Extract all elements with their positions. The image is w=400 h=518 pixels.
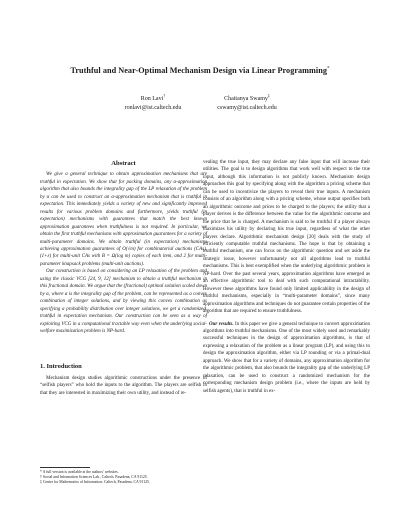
author-2-name: Chaitanya Swamy	[224, 96, 268, 102]
introduction-heading: 1. Introduction	[40, 363, 82, 371]
our-results-paragraph	[203, 321, 370, 396]
author-2-email: cswamy@ist.caltech.edu	[217, 104, 277, 111]
footnote-rule	[40, 467, 90, 468]
footnote-2: † Social and Information Sciences Lab., Caltech, Pasadena, CA 91125.	[40, 475, 148, 480]
left-column	[40, 160, 207, 397]
our-results-text: In this paper we give a general technique to convert approximation algorithms into truthful mechanisms. One of the most widely used and remarkably successful techniques in the design of approximation algorithms, is that of expressing a relaxation of the problem as a linear program (LP), and using this to design the approximation algorithm, either via LP rounding or via a primal-dual approach. We show that for a variety of domains, any approximation algorithm for the algorithmic problem, that also bounds the integrality gap of the underlying LP relaxation, can be used to construct a randomized mechanism for the corresponding mechanism design problem (i.e., where the inputs are held by selfish agents), that is truthful in ex-	[203, 321, 371, 394]
footnote-1: * A full version is available at the authors' websites.	[40, 470, 119, 474]
footnote-3: ‡ Center for Mathematics of Information, Caltech, Pasadena, CA 91125.	[40, 480, 150, 485]
our-results-lead: Our results.	[209, 321, 234, 327]
title-footnote-mark: *	[326, 66, 330, 72]
paper-title	[0, 66, 400, 75]
author-2	[192, 92, 302, 112]
abstract-paragraph-1: We give a general technique to obtain approximation mechanisms that are truthful in expectation. We show that for packing domains, any α-approximation algorithm that also bounds the integrality gap of the LP relaxation of the problem by α can be used to construct an α-approximation mechanism that is truthful in expectation. This immediately yields a variety of new and significantly improved results for various problem domains and furthermore, yields truthful (in expectation) mechanisms with guarantees that match the best known approximation guarantees when truthfulness is not required. In particular, we obtain the first truthful mechanisms with approximation guarantees for a variety of multi-parameter domains. We obtain truthful (in expectation) mechanisms achieving approximation guarantees of O(√m) for combinatorial auctions (CAs), (1+ε) for multi-unit CAs with B = Ω(log m) copies of each item, and 2 for multi-parameter knapsack problems (multi-unit auctions).	[40, 172, 207, 267]
abstract-heading: Abstract	[111, 160, 136, 167]
introduction-paragraph: Mechanism design studies algorithmic constructions under the presence of “selfish players” who hold the inputs to the algorithm. The players are selfish in that they are interested in maximizing their own utility, and instead of re-	[40, 375, 207, 396]
author-1-name: Ron Lavi	[140, 96, 164, 102]
author-1-email: ronlavi@ist.caltech.edu	[124, 104, 182, 111]
abstract	[40, 171, 207, 335]
title-text: Truthful and Near-Optimal Mechanism Design via Linear Programming	[70, 66, 327, 75]
right-paragraph-1: vealing the true input, they may declare any false input that will increase their utilities. The goal is to design algorithms that work well with respect to the true input, although this information is not publicly known. Mechanism design approaches this goal by specifying along with the algorithm a pricing scheme that can be used to incentivize the players to reveal their true inputs. A mechanism consists of an algorithm along with a pricing scheme, whose output specifies both an algorithmic outcome and prices to be charged to the players; the utility that a player derives is the difference between the value for the algorithmic outcome and the price that he is charged. A mechanism is said to be truthful if a player always maximizes his utility by declaring his true input, regardless of what the other players declare. Algorithmic mechanism design [20] deals with the study of efficiently computable truthful mechanisms. The hope is that by obtaining a truthful mechanism, one can focus on the algorithmic question and set aside the strategic issue, however unfortunately not all algorithms lead to truthful mechanisms. This is best exemplified when the underlying algorithmic problem is NP-hard. Over the past several years, approximation algorithms have emerged as an effective algorithmic tool to deal with such computational intractability. However these algorithms have found only limited applicability in the design of truthful mechanisms, especially in “multi-parameter domains”, since many approximation algorithms and techniques do not guarantee certain properties of the algorithm that are required to ensure truthfulness.	[203, 160, 370, 315]
author-1-mark: †	[163, 93, 166, 98]
footnotes	[40, 467, 207, 486]
abstract-paragraph-2: Our construction is based on considering an LP relaxation of the problem and using the classic VCG [24, 9, 12] mechanism to obtain a truthful mechanism in this fractional domain. We argue that the (fractional) optimal solution scaled down by α, where α is the integrality gap of the problem, can be represented as a convex combination of integer solutions, and by viewing this convex combination as specifying a probability distribution over integer solutions, we get a randomized, truthful in expectation mechanism. Our construction can be seen as a way of exploiting VCG in a computational tractable way even when the underlying social-welfare maximization problem is NP-hard.	[40, 269, 207, 334]
right-column	[203, 159, 370, 395]
author-2-mark: ‡	[267, 93, 270, 98]
